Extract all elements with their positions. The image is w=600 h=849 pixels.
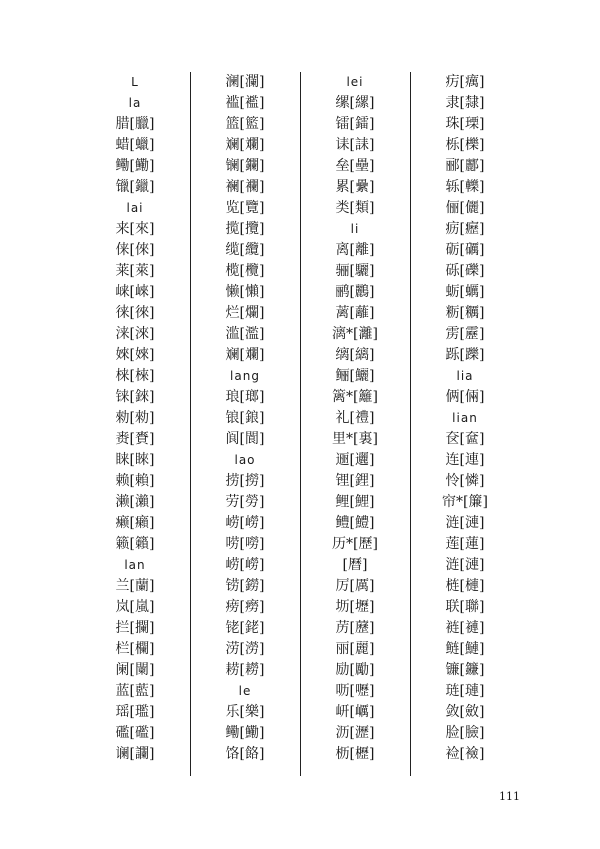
pinyin-heading: lia — [456, 369, 474, 383]
character-entry: 濑[瀨] — [115, 494, 155, 510]
character-entry: 崂[嶗] — [225, 515, 265, 531]
character-entry: 梿[槤] — [445, 578, 485, 594]
character-entry: 诔[誄] — [335, 137, 375, 153]
character-entry: [曆] — [342, 557, 368, 573]
character-entry: 厉[厲] — [335, 578, 375, 594]
character-entry: 礼[禮] — [335, 410, 375, 426]
character-entry: 岚[嵐] — [115, 599, 155, 615]
character-entry: 郦[酈] — [445, 158, 485, 174]
character-entry: 耢[耮] — [225, 662, 265, 678]
character-entry: 逦[邐] — [335, 452, 375, 468]
character-entry: 镴[鑞] — [115, 179, 155, 195]
character-entry: 鲡[鱺] — [335, 368, 375, 384]
character-entry: 隶[隸] — [445, 95, 485, 111]
character-entry: 籁[籟] — [115, 536, 155, 552]
character-entry: 莱[萊] — [115, 263, 155, 279]
character-entry: 铑[銠] — [225, 620, 265, 636]
character-entry: 来[來] — [115, 221, 155, 237]
character-entry: 敛[斂] — [445, 704, 485, 720]
character-entry: 瑶[璼] — [115, 704, 155, 720]
character-entry: 粝[糲] — [445, 305, 485, 321]
character-entry: 捞[撈] — [225, 473, 265, 489]
character-entry: 类[類] — [335, 200, 375, 216]
character-entry: 腊[臘] — [115, 116, 155, 132]
character-entry: 栎[櫟] — [445, 137, 485, 153]
character-entry: 崃[崍] — [115, 284, 155, 300]
character-entry: 苈[藶] — [335, 620, 375, 636]
pinyin-heading: lao — [234, 453, 256, 467]
character-entry: 斓[斕] — [225, 347, 265, 363]
character-entry: 兰[蘭] — [115, 578, 155, 594]
character-entry: 俪[儷] — [445, 200, 485, 216]
page-number: 111 — [499, 790, 520, 803]
character-entry: 阆[閬] — [225, 431, 265, 447]
character-entry: 斓[斕] — [225, 137, 265, 153]
character-entry: 襕[襴] — [225, 179, 265, 195]
character-entry: 滥[濫] — [225, 326, 265, 342]
character-entry: 揽[攬] — [225, 221, 265, 237]
character-entry: 唠[嘮] — [225, 536, 265, 552]
character-entry: 跞[躒] — [445, 347, 485, 363]
pinyin-heading: L — [131, 75, 139, 89]
character-entry: 俫[倈] — [115, 242, 155, 258]
character-entry: 涟[漣] — [445, 515, 485, 531]
table-column-3 — [300, 72, 410, 776]
character-entry: 裣[襝] — [445, 746, 485, 762]
character-entry: 镧[鑭] — [225, 158, 265, 174]
character-entry: 励[勵] — [335, 662, 375, 678]
character-entry: 涝[澇] — [225, 641, 265, 657]
character-entry: 蜡[蠟] — [115, 137, 155, 153]
character-entry: 榄[欖] — [225, 263, 265, 279]
character-entry: 赉[賚] — [115, 431, 155, 447]
character-entry: 铹[鐒] — [225, 578, 265, 594]
character-entry: 怜[憐] — [445, 473, 485, 489]
character-entry: 乐[樂] — [225, 704, 265, 720]
column-divider — [410, 72, 411, 776]
character-entry: 锂[鋰] — [335, 473, 375, 489]
character-entry: 鲢[鰱] — [445, 641, 485, 657]
pinyin-heading: lei — [346, 75, 364, 89]
character-entry: 懒[懶] — [225, 284, 265, 300]
character-table — [80, 72, 520, 776]
table-column-1 — [80, 72, 190, 776]
character-entry: 澜[瀾] — [225, 74, 265, 90]
character-entry: 垒[壘] — [335, 158, 375, 174]
character-entry: 坜[壢] — [335, 599, 375, 615]
character-entry: 锒[鋃] — [225, 410, 265, 426]
character-entry: 览[覽] — [225, 200, 265, 216]
character-entry: 鳢[鱧] — [335, 515, 375, 531]
character-entry: 砺[礪] — [445, 242, 485, 258]
column-divider — [190, 72, 191, 776]
character-entry: 烂[爛] — [225, 305, 265, 321]
character-entry: 沥[瀝] — [335, 725, 375, 741]
character-entry: 雳[靂] — [445, 326, 485, 342]
character-entry: 蓠[蘺] — [335, 305, 375, 321]
character-entry: 镭[鐳] — [335, 116, 375, 132]
character-entry: 徕[徠] — [115, 305, 155, 321]
character-entry: 里*[裏] — [332, 431, 378, 447]
character-entry: 奁[奩] — [445, 431, 485, 447]
pinyin-heading: lian — [452, 411, 478, 425]
character-entry: 缆[纜] — [225, 242, 265, 258]
character-entry: 脸[臉] — [445, 725, 485, 741]
character-entry: 鹂[鸝] — [335, 284, 375, 300]
character-entry: 丽[麗] — [335, 641, 375, 657]
character-entry: 累[纍] — [335, 179, 375, 195]
character-entry: 历*[歷] — [332, 536, 378, 552]
character-entry: 琅[瑯] — [225, 389, 265, 405]
character-entry: 琏[璉] — [445, 683, 485, 699]
character-entry: 镰[鐮] — [445, 662, 485, 678]
pinyin-heading: lai — [126, 201, 144, 215]
character-entry: 褴[襤] — [225, 95, 265, 111]
character-entry: 栏[欄] — [115, 641, 155, 657]
character-entry: 疠[癘] — [445, 74, 485, 90]
pinyin-heading: lan — [124, 558, 146, 572]
character-entry: 癞[癩] — [115, 515, 155, 531]
pinyin-heading: la — [128, 96, 142, 110]
character-entry: 离[離] — [335, 242, 375, 258]
character-entry: 砾[礫] — [445, 263, 485, 279]
character-entry: 赖[賴] — [115, 473, 155, 489]
character-entry: 礛[礛] — [115, 725, 155, 741]
character-entry: 蛎[蠣] — [445, 284, 485, 300]
pinyin-heading: le — [238, 684, 252, 698]
character-entry: 鳓[鰳] — [225, 725, 265, 741]
character-entry: 拦[攔] — [115, 620, 155, 636]
character-entry: 俩[倆] — [445, 389, 485, 405]
character-entry: 涟[漣] — [445, 557, 485, 573]
character-entry: 涞[淶] — [115, 326, 155, 342]
pinyin-heading: li — [350, 222, 360, 236]
character-entry: 睐[睞] — [115, 452, 155, 468]
table-column-4 — [410, 72, 520, 776]
column-divider — [300, 72, 301, 776]
character-entry: 鲤[鯉] — [335, 494, 375, 510]
character-entry: 轹[轢] — [445, 179, 485, 195]
character-entry: 裢[褳] — [445, 620, 485, 636]
character-entry: 帘*[簾] — [442, 494, 488, 510]
character-entry: 连[連] — [445, 452, 485, 468]
character-entry: 篮[籃] — [225, 116, 265, 132]
character-entry: 梾[棶] — [115, 368, 155, 384]
character-entry: 珠[瑮] — [445, 116, 485, 132]
character-entry: 劳[勞] — [225, 494, 265, 510]
character-entry: 缡[縭] — [335, 347, 375, 363]
character-entry: 饹[餎] — [225, 746, 265, 762]
character-entry: 漓*[灕] — [332, 326, 378, 342]
character-entry: 蓝[藍] — [115, 683, 155, 699]
character-entry: 婡[婡] — [115, 347, 155, 363]
character-entry: 缧[縲] — [335, 95, 375, 111]
character-entry: 谰[讕] — [115, 746, 155, 762]
character-entry: 铼[錸] — [115, 389, 155, 405]
character-entry: 莲[蓮] — [445, 536, 485, 552]
character-entry: 疬[癧] — [445, 221, 485, 237]
character-entry: 岍[巁] — [335, 704, 375, 720]
character-entry: 崂[嶗] — [225, 557, 265, 573]
table-column-2 — [190, 72, 300, 776]
character-entry: 勑[勑] — [115, 410, 155, 426]
character-entry: 联[聯] — [445, 599, 485, 615]
character-entry: 呖[嚦] — [335, 683, 375, 699]
pinyin-heading: lang — [230, 369, 260, 383]
character-entry: 篱*[籬] — [332, 389, 378, 405]
character-entry: 骊[驪] — [335, 263, 375, 279]
character-entry: 鳓[鰳] — [115, 158, 155, 174]
character-entry: 枥[櫪] — [335, 746, 375, 762]
character-entry: 阑[闌] — [115, 662, 155, 678]
character-entry: 痨[癆] — [225, 599, 265, 615]
